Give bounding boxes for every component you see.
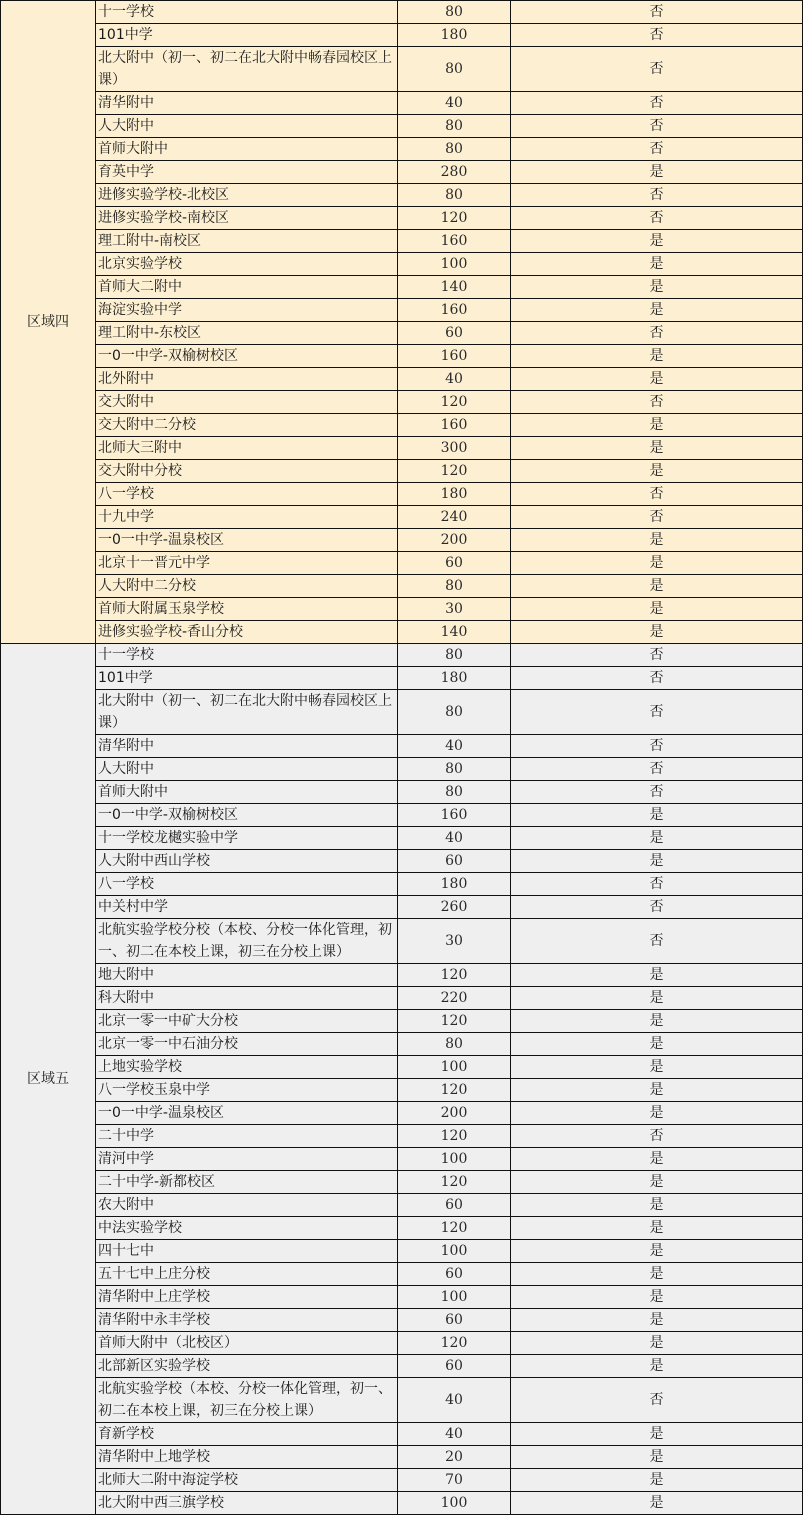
school-name: 农大附中: [96, 1194, 398, 1217]
yes-no-flag: 否: [511, 207, 803, 230]
yes-no-flag: 否: [511, 322, 803, 345]
quota-count: 70: [398, 1469, 511, 1492]
yes-no-flag: 是: [511, 460, 803, 483]
yes-no-flag: 是: [511, 552, 803, 575]
quota-count: 220: [398, 987, 511, 1010]
school-name: 四十七中: [96, 1240, 398, 1263]
quota-count: 100: [398, 1492, 511, 1515]
table-row: [1, 1286, 803, 1309]
quota-count: 180: [398, 667, 511, 690]
yes-no-flag: 否: [511, 781, 803, 804]
table-row: [1, 827, 803, 850]
school-name: 清华附中上庄学校: [96, 1286, 398, 1309]
school-name: 五十七中上庄分校: [96, 1263, 398, 1286]
yes-no-flag: 是: [511, 850, 803, 873]
table-row: [1, 368, 803, 391]
school-name: 清河中学: [96, 1148, 398, 1171]
school-name: 首师大附中: [96, 781, 398, 804]
yes-no-flag: 是: [511, 1240, 803, 1263]
yes-no-flag: 是: [511, 964, 803, 987]
quota-count: 100: [398, 1240, 511, 1263]
quota-count: 80: [398, 575, 511, 598]
yes-no-flag: 是: [511, 1423, 803, 1446]
school-name: 北京一零一中矿大分校: [96, 1010, 398, 1033]
region-label: 区域五: [1, 644, 96, 1515]
quota-count: 80: [398, 138, 511, 161]
table-row: [1, 322, 803, 345]
yes-no-flag: 是: [511, 253, 803, 276]
table-row: [1, 207, 803, 230]
yes-no-flag: 是: [511, 1217, 803, 1240]
quota-count: 80: [398, 115, 511, 138]
table-row: [1, 1148, 803, 1171]
school-name: 北师大三附中: [96, 437, 398, 460]
school-name: 中法实验学校: [96, 1217, 398, 1240]
school-name: 育新学校: [96, 1423, 398, 1446]
quota-count: 40: [398, 735, 511, 758]
yes-no-flag: 是: [511, 1194, 803, 1217]
school-name: 十一学校: [96, 1, 398, 24]
table-row: [1, 575, 803, 598]
quota-count: 100: [398, 1148, 511, 1171]
yes-no-flag: 否: [511, 47, 803, 92]
quota-count: 80: [398, 47, 511, 92]
yes-no-flag: 是: [511, 1102, 803, 1125]
table-row: [1, 987, 803, 1010]
table-row: [1, 299, 803, 322]
region-section-5: [1, 644, 803, 1515]
table-row: [1, 345, 803, 368]
yes-no-flag: 是: [511, 1263, 803, 1286]
table-row: [1, 690, 803, 735]
school-name: 理工附中-南校区: [96, 230, 398, 253]
table-row: [1, 896, 803, 919]
quota-count: 160: [398, 804, 511, 827]
table-row: [1, 391, 803, 414]
yes-no-flag: 否: [511, 919, 803, 964]
quota-count: 120: [398, 1079, 511, 1102]
school-name: 清华附中: [96, 92, 398, 115]
table-row: [1, 873, 803, 896]
quota-count: 40: [398, 368, 511, 391]
yes-no-flag: 是: [511, 1056, 803, 1079]
school-name: 首师大附中: [96, 138, 398, 161]
quota-count: 120: [398, 1332, 511, 1355]
yes-no-flag: 是: [511, 575, 803, 598]
school-name: 上地实验学校: [96, 1056, 398, 1079]
school-name: 北航实验学校（本校、分校一体化管理，初一、初二在本校上课，初三在分校上课）: [96, 1378, 398, 1423]
yes-no-flag: 否: [511, 1378, 803, 1423]
yes-no-flag: 否: [511, 506, 803, 529]
quota-count: 40: [398, 92, 511, 115]
school-name: 中关村中学: [96, 896, 398, 919]
quota-count: 60: [398, 322, 511, 345]
quota-count: 100: [398, 1056, 511, 1079]
yes-no-flag: 否: [511, 391, 803, 414]
quota-count: 260: [398, 896, 511, 919]
quota-count: 120: [398, 391, 511, 414]
yes-no-flag: 是: [511, 1492, 803, 1515]
yes-no-flag: 是: [511, 827, 803, 850]
yes-no-flag: 否: [511, 184, 803, 207]
school-name: 北京实验学校: [96, 253, 398, 276]
yes-no-flag: 否: [511, 690, 803, 735]
yes-no-flag: 否: [511, 24, 803, 47]
table-row: [1, 437, 803, 460]
school-name: 交大附中二分校: [96, 414, 398, 437]
school-name: 地大附中: [96, 964, 398, 987]
table-row: [1, 253, 803, 276]
table-row: [1, 1056, 803, 1079]
table-row: [1, 483, 803, 506]
yes-no-flag: 否: [511, 1125, 803, 1148]
table-row: [1, 1171, 803, 1194]
quota-count: 60: [398, 552, 511, 575]
school-name: 八一学校: [96, 873, 398, 896]
yes-no-flag: 否: [511, 92, 803, 115]
table-row: [1, 735, 803, 758]
yes-no-flag: 是: [511, 1309, 803, 1332]
yes-no-flag: 是: [511, 368, 803, 391]
table-row: [1, 1263, 803, 1286]
school-name: 交大附中分校: [96, 460, 398, 483]
school-name: 北航实验学校分校（本校、分校一体化管理，初一、初二在本校上课，初三在分校上课）: [96, 919, 398, 964]
school-name: 北师大二附中海淀学校: [96, 1469, 398, 1492]
table-row: [1, 1332, 803, 1355]
quota-count: 140: [398, 276, 511, 299]
school-name: 进修实验学校-香山分校: [96, 621, 398, 644]
yes-no-flag: 是: [511, 345, 803, 368]
school-name: 北京一零一中石油分校: [96, 1033, 398, 1056]
school-name: 首师大附属玉泉学校: [96, 598, 398, 621]
school-name: 北外附中: [96, 368, 398, 391]
table-row: [1, 1469, 803, 1492]
school-name: 人大附中: [96, 115, 398, 138]
yes-no-flag: 是: [511, 161, 803, 184]
school-name: 人大附中西山学校: [96, 850, 398, 873]
yes-no-flag: 否: [511, 896, 803, 919]
quota-count: 160: [398, 345, 511, 368]
table-row: [1, 230, 803, 253]
yes-no-flag: 是: [511, 1010, 803, 1033]
table-row: [1, 1423, 803, 1446]
table-row: [1, 1033, 803, 1056]
table-row: [1, 667, 803, 690]
table-row: [1, 644, 803, 667]
quota-count: 80: [398, 644, 511, 667]
quota-count: 180: [398, 24, 511, 47]
school-name: 清华附中: [96, 735, 398, 758]
school-name: 北部新区实验学校: [96, 1355, 398, 1378]
yes-no-flag: 是: [511, 1171, 803, 1194]
quota-count: 100: [398, 1286, 511, 1309]
quota-count: 300: [398, 437, 511, 460]
table-row: [1, 92, 803, 115]
quota-count: 120: [398, 964, 511, 987]
quota-count: 160: [398, 414, 511, 437]
quota-count: 100: [398, 253, 511, 276]
school-name: 进修实验学校-北校区: [96, 184, 398, 207]
quota-count: 160: [398, 230, 511, 253]
quota-count: 30: [398, 919, 511, 964]
school-name: 十一学校龙樾实验中学: [96, 827, 398, 850]
table-row: [1, 1125, 803, 1148]
table-row: [1, 598, 803, 621]
table-row: [1, 758, 803, 781]
yes-no-flag: 是: [511, 1332, 803, 1355]
yes-no-flag: 否: [511, 483, 803, 506]
table-row: [1, 24, 803, 47]
quota-count: 60: [398, 1309, 511, 1332]
quota-count: 120: [398, 1010, 511, 1033]
yes-no-flag: 是: [511, 437, 803, 460]
yes-no-flag: 否: [511, 758, 803, 781]
table-row: [1, 1194, 803, 1217]
yes-no-flag: 否: [511, 667, 803, 690]
yes-no-flag: 是: [511, 598, 803, 621]
quota-count: 120: [398, 1171, 511, 1194]
school-name: 育英中学: [96, 161, 398, 184]
school-name: 一0一中学-双榆树校区: [96, 804, 398, 827]
yes-no-flag: 是: [511, 1286, 803, 1309]
yes-no-flag: 否: [511, 644, 803, 667]
school-name: 十九中学: [96, 506, 398, 529]
table-row: [1, 138, 803, 161]
school-name: 人大附中二分校: [96, 575, 398, 598]
yes-no-flag: 是: [511, 299, 803, 322]
yes-no-flag: 是: [511, 804, 803, 827]
school-name: 首师大附中（北校区）: [96, 1332, 398, 1355]
yes-no-flag: 否: [511, 1, 803, 24]
yes-no-flag: 是: [511, 414, 803, 437]
table-row: [1, 964, 803, 987]
yes-no-flag: 是: [511, 1033, 803, 1056]
yes-no-flag: 是: [511, 987, 803, 1010]
table-row: [1, 1, 803, 24]
quota-count: 280: [398, 161, 511, 184]
school-name: 北大附中（初一、初二在北大附中畅春园校区上课）: [96, 47, 398, 92]
yes-no-flag: 否: [511, 735, 803, 758]
table-row: [1, 1010, 803, 1033]
quota-count: 140: [398, 621, 511, 644]
table-row: [1, 115, 803, 138]
school-name: 二十中学: [96, 1125, 398, 1148]
quota-count: 180: [398, 483, 511, 506]
quota-count: 200: [398, 529, 511, 552]
region-section-4: [1, 1, 803, 644]
school-name: 一0一中学-温泉校区: [96, 529, 398, 552]
school-name: 八一学校玉泉中学: [96, 1079, 398, 1102]
school-name: 海淀实验中学: [96, 299, 398, 322]
quota-count: 120: [398, 460, 511, 483]
table-row: [1, 414, 803, 437]
quota-count: 80: [398, 781, 511, 804]
yes-no-flag: 否: [511, 138, 803, 161]
table-row: [1, 460, 803, 483]
school-name: 101中学: [96, 667, 398, 690]
table-row: [1, 1079, 803, 1102]
table-row: [1, 1355, 803, 1378]
table-row: [1, 1240, 803, 1263]
table-row: [1, 552, 803, 575]
school-name: 二十中学-新都校区: [96, 1171, 398, 1194]
region-label: 区域四: [1, 1, 96, 644]
table-row: [1, 529, 803, 552]
quota-count: 60: [398, 1355, 511, 1378]
table-row: [1, 1446, 803, 1469]
table-row: [1, 506, 803, 529]
quota-count: 40: [398, 1378, 511, 1423]
school-name: 北京十一晋元中学: [96, 552, 398, 575]
table-row: [1, 1217, 803, 1240]
quota-count: 20: [398, 1446, 511, 1469]
quota-count: 240: [398, 506, 511, 529]
yes-no-flag: 是: [511, 529, 803, 552]
quota-count: 60: [398, 1263, 511, 1286]
table-row: [1, 1102, 803, 1125]
school-name: 101中学: [96, 24, 398, 47]
table-row: [1, 621, 803, 644]
yes-no-flag: 是: [511, 1355, 803, 1378]
quota-count: 80: [398, 1033, 511, 1056]
table-row: [1, 1309, 803, 1332]
yes-no-flag: 是: [511, 1469, 803, 1492]
quota-count: 120: [398, 1217, 511, 1240]
school-name: 交大附中: [96, 391, 398, 414]
quota-count: 60: [398, 1194, 511, 1217]
yes-no-flag: 是: [511, 1148, 803, 1171]
table-row: [1, 161, 803, 184]
yes-no-flag: 是: [511, 230, 803, 253]
table-row: [1, 804, 803, 827]
yes-no-flag: 否: [511, 115, 803, 138]
table-row: [1, 1378, 803, 1423]
quota-count: 40: [398, 827, 511, 850]
quota-count: 80: [398, 690, 511, 735]
school-name: 北大附中（初一、初二在北大附中畅春园校区上课）: [96, 690, 398, 735]
quota-count: 40: [398, 1423, 511, 1446]
school-name: 一0一中学-双榆树校区: [96, 345, 398, 368]
school-name: 清华附中永丰学校: [96, 1309, 398, 1332]
quota-count: 60: [398, 850, 511, 873]
table-row: [1, 1492, 803, 1515]
school-name: 理工附中-东校区: [96, 322, 398, 345]
school-name: 人大附中: [96, 758, 398, 781]
table-row: [1, 276, 803, 299]
quota-count: 80: [398, 758, 511, 781]
yes-no-flag: 是: [511, 621, 803, 644]
table-row: [1, 47, 803, 92]
school-name: 十一学校: [96, 644, 398, 667]
school-name: 首师大二附中: [96, 276, 398, 299]
yes-no-flag: 是: [511, 1079, 803, 1102]
quota-count: 120: [398, 207, 511, 230]
table-row: [1, 184, 803, 207]
quota-count: 160: [398, 299, 511, 322]
school-name: 清华附中上地学校: [96, 1446, 398, 1469]
quota-count: 180: [398, 873, 511, 896]
table-row: [1, 919, 803, 964]
quota-count: 120: [398, 1125, 511, 1148]
yes-no-flag: 是: [511, 276, 803, 299]
yes-no-flag: 否: [511, 873, 803, 896]
quota-count: 80: [398, 1, 511, 24]
school-name: 八一学校: [96, 483, 398, 506]
quota-count: 80: [398, 184, 511, 207]
school-name: 北大附中西三旗学校: [96, 1492, 398, 1515]
quota-count: 200: [398, 1102, 511, 1125]
yes-no-flag: 是: [511, 1446, 803, 1469]
school-name: 科大附中: [96, 987, 398, 1010]
table-row: [1, 850, 803, 873]
table-row: [1, 781, 803, 804]
school-name: 一0一中学-温泉校区: [96, 1102, 398, 1125]
school-name: 进修实验学校-南校区: [96, 207, 398, 230]
quota-count: 30: [398, 598, 511, 621]
